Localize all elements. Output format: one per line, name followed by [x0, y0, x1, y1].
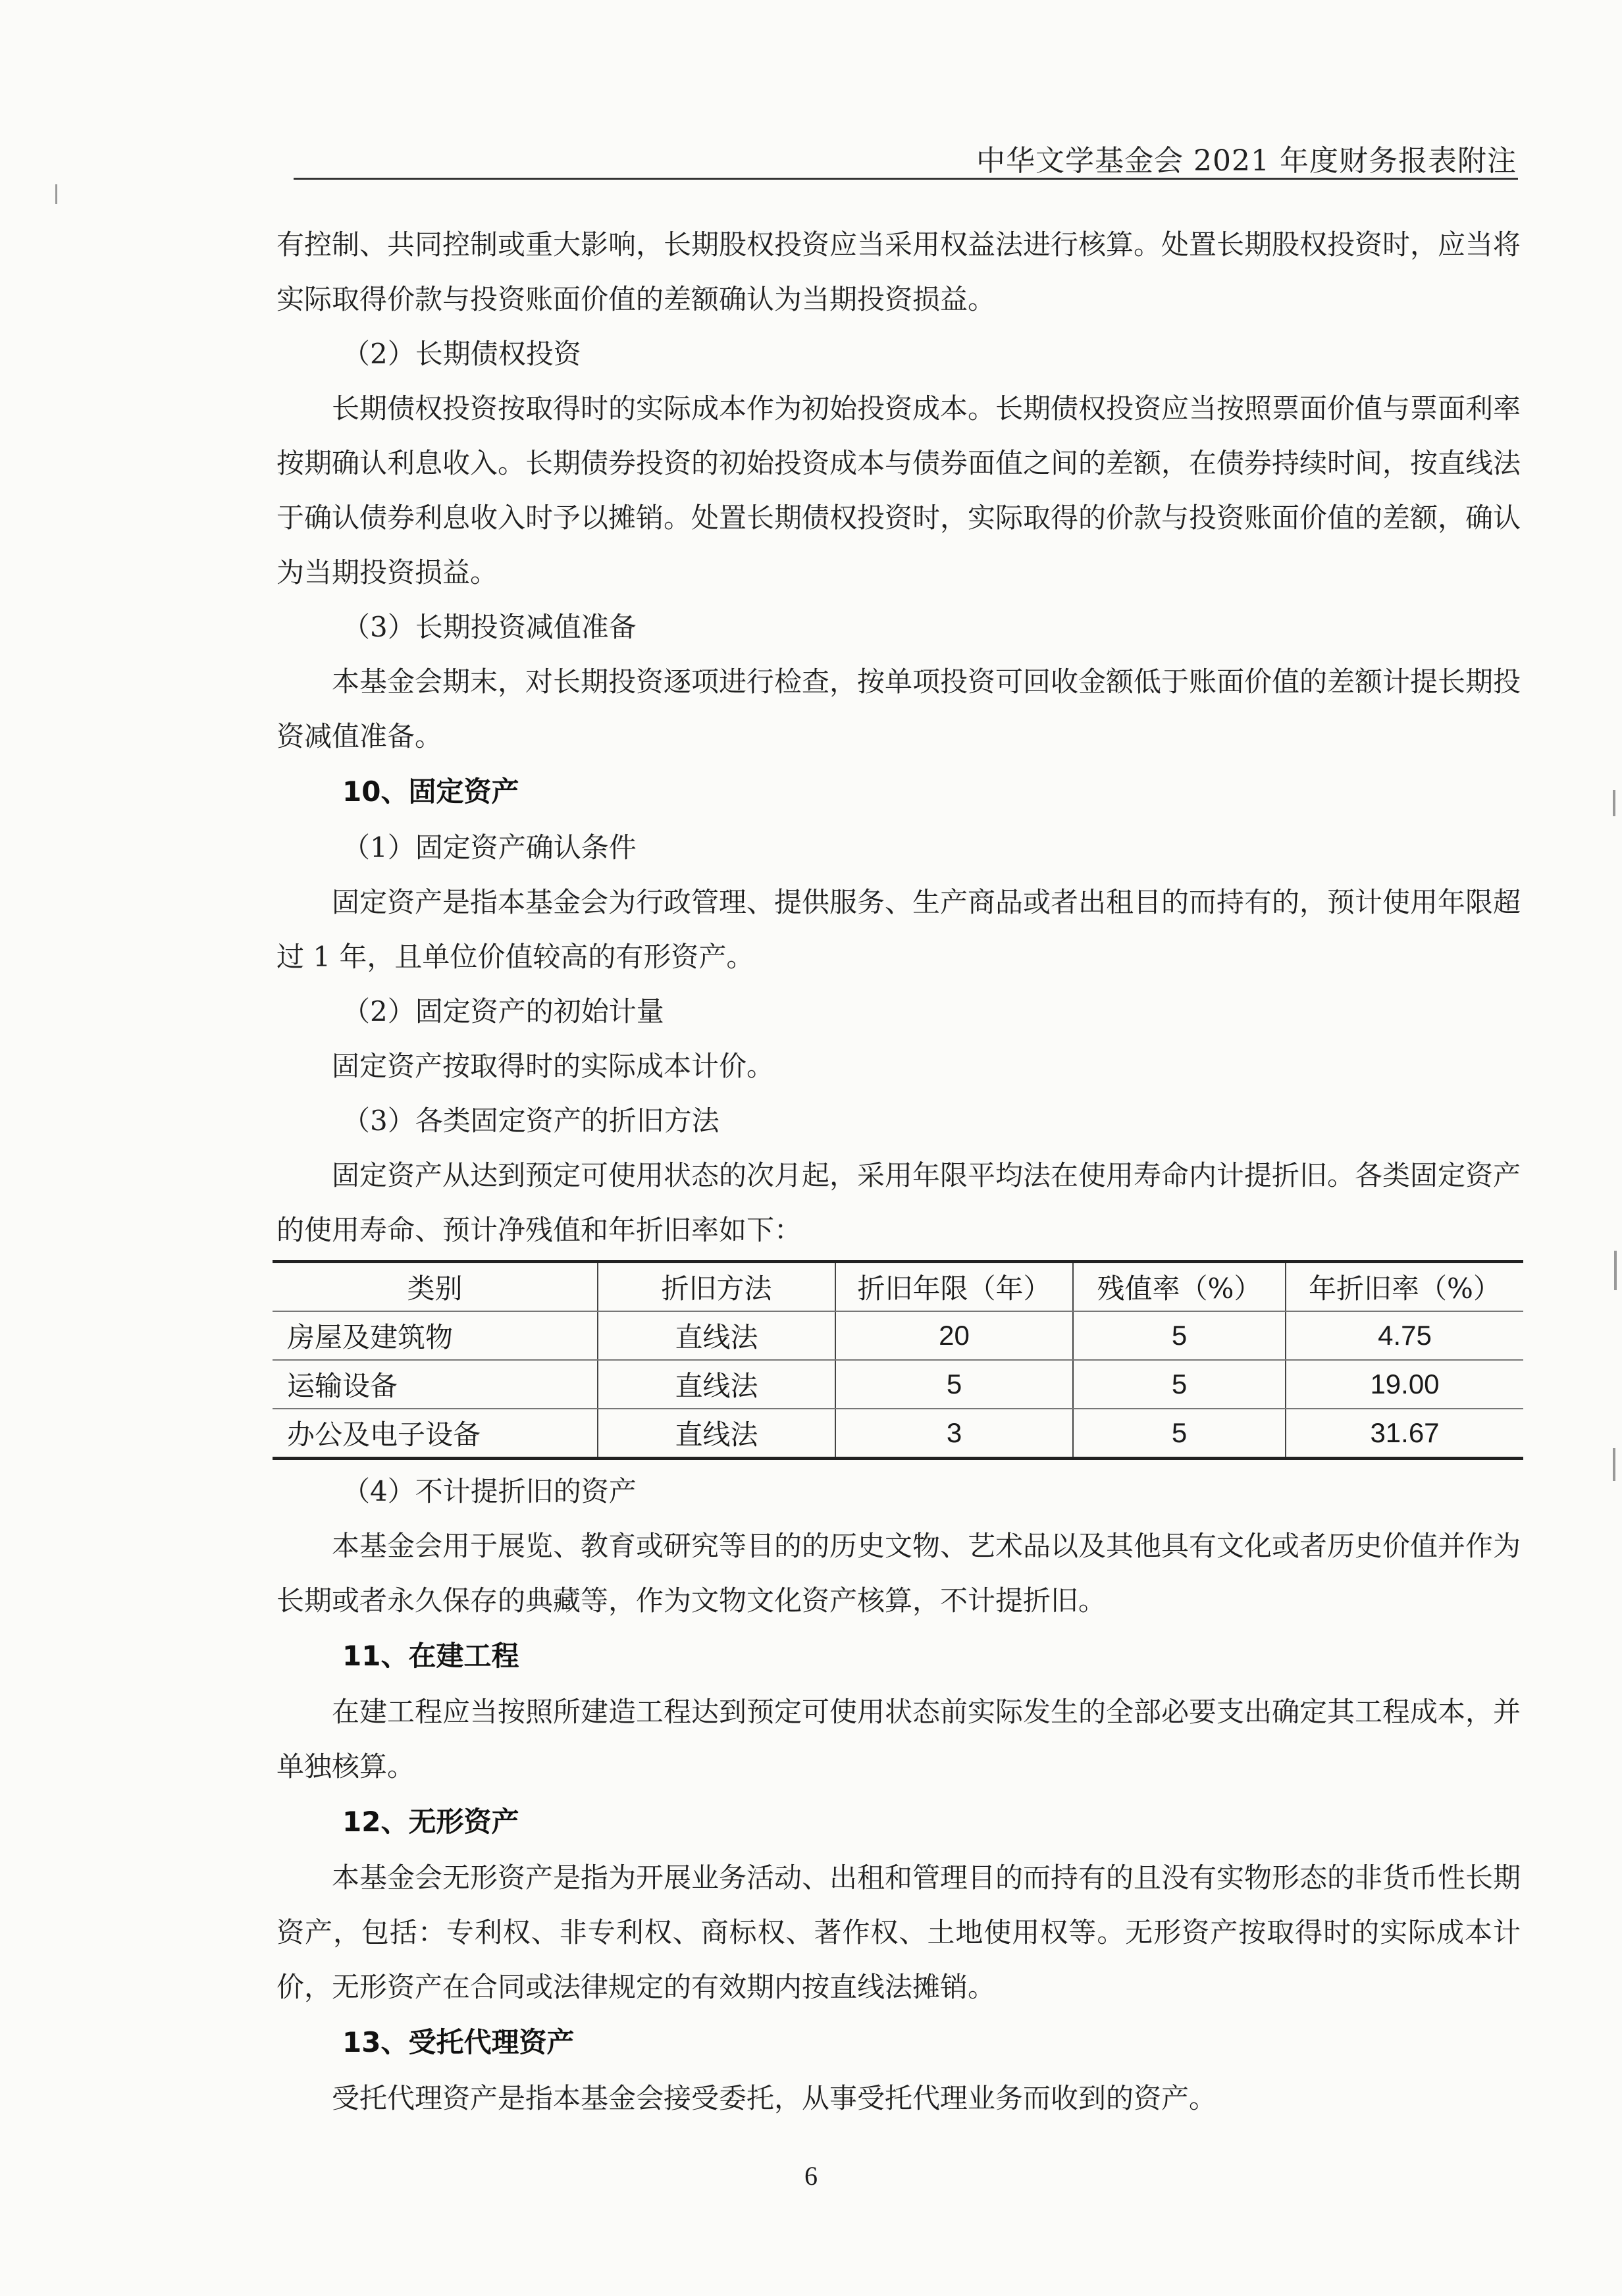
table-cell: 5: [1073, 1360, 1286, 1409]
scan-artifact: [1614, 1251, 1617, 1290]
table-cell: 直线法: [598, 1360, 835, 1409]
column-header: 残值率（%）: [1073, 1262, 1286, 1312]
table-cell: 5: [1073, 1409, 1286, 1459]
table-cell: 5: [835, 1360, 1073, 1409]
depreciation-table: [273, 1260, 1523, 1460]
section-heading: 11、在建工程: [342, 1640, 519, 1672]
column-header: 年折旧率（%）: [1286, 1262, 1523, 1312]
table-header-row: [273, 1262, 1523, 1312]
subsection-title: （4）不计提折旧的资产: [342, 1475, 637, 1507]
subsection-title: （1）固定资产确认条件: [342, 831, 637, 864]
paragraph: 本基金会用于展览、教育或研究等目的的历史文物、艺术品以及其他具有文化或者历史价值并作为长期或者永久保存的典藏等，作为文物文化资产核算，不计提折旧。: [276, 1530, 1521, 1617]
document-body: [276, 217, 1521, 2126]
paragraph: 固定资产按取得时的实际成本计价。: [332, 1050, 775, 1082]
table-cell: 直线法: [598, 1409, 835, 1459]
table-row: [273, 1360, 1523, 1409]
section-heading: 12、无形资产: [342, 1806, 519, 1838]
subsection-title: （3）长期投资减值准备: [342, 611, 637, 643]
table-cell: 19.00: [1286, 1360, 1523, 1409]
paragraph: 固定资产是指本基金会为行政管理、提供服务、生产商品或者出租目的而持有的，预计使用年限超过 1 年，且单位价值较高的有形资产。: [276, 886, 1521, 973]
column-header: 折旧年限（年）: [835, 1262, 1073, 1312]
paragraph: 有控制、共同控制或重大影响，长期股权投资应当采用权益法进行核算。处置长期股权投资时，应当将实际取得价款与投资账面价值的差额确认为当期投资损益。: [276, 228, 1521, 315]
scan-artifact: [1613, 1448, 1615, 1481]
table-cell: 运输设备: [273, 1360, 598, 1409]
scan-artifact: [55, 184, 57, 204]
table-cell: 直线法: [598, 1311, 835, 1360]
table-cell: 31.67: [1286, 1409, 1523, 1459]
subsection-title: （2）长期债权投资: [342, 338, 581, 370]
paragraph: 长期债权投资按取得时的实际成本作为初始投资成本。长期债权投资应当按照票面价值与票面利率按期确认利息收入。长期债券投资的初始投资成本与债券面值之间的差额，在债券持续时间，按直线法于确认债券利息收入时予以摊销。处置长期债权投资时，实际取得的价款与投资账面价值的差额，确认为当期投资损益。: [276, 392, 1521, 588]
column-header: 折旧方法: [598, 1262, 835, 1312]
table-cell: 房屋及建筑物: [273, 1311, 598, 1360]
header-rule: [294, 178, 1518, 180]
table-cell: 3: [835, 1409, 1073, 1459]
section-heading: 13、受托代理资产: [342, 2026, 575, 2058]
table-row: [273, 1311, 1523, 1360]
table-cell: 办公及电子设备: [273, 1409, 598, 1459]
page-number: 6: [804, 2161, 818, 2191]
scan-artifact: [1613, 790, 1615, 816]
table-cell: 5: [1073, 1311, 1286, 1360]
table-cell: 4.75: [1286, 1311, 1523, 1360]
table-row: [273, 1409, 1523, 1459]
table-cell: 20: [835, 1311, 1073, 1360]
paragraph: 本基金会无形资产是指为开展业务活动、出租和管理目的而持有的且没有实物形态的非货币性长期资产，包括：专利权、非专利权、商标权、著作权、土地使用权等。无形资产按取得时的实际成本计价，无形资产在合同或法律规定的有效期内按直线法摊销。: [276, 1862, 1521, 2003]
section-heading: 10、固定资产: [342, 775, 519, 808]
column-header: 类别: [273, 1262, 598, 1312]
paragraph: 本基金会期末，对长期投资逐项进行检查，按单项投资可回收金额低于账面价值的差额计提长期投资减值准备。: [276, 665, 1521, 752]
running-header: 中华文学基金会 2021 年度财务报表附注: [976, 144, 1517, 178]
subsection-title: （2）固定资产的初始计量: [342, 995, 664, 1028]
subsection-title: （3）各类固定资产的折旧方法: [342, 1105, 719, 1137]
paragraph: 在建工程应当按照所建造工程达到预定可使用状态前实际发生的全部必要支出确定其工程成本，并单独核算。: [276, 1696, 1521, 1783]
paragraph: 固定资产从达到预定可使用状态的次月起，采用年限平均法在使用寿命内计提折旧。各类固定资产的使用寿命、预计净残值和年折旧率如下：: [276, 1159, 1521, 1246]
paragraph: 受托代理资产是指本基金会接受委托，从事受托代理业务而收到的资产。: [332, 2082, 1217, 2114]
